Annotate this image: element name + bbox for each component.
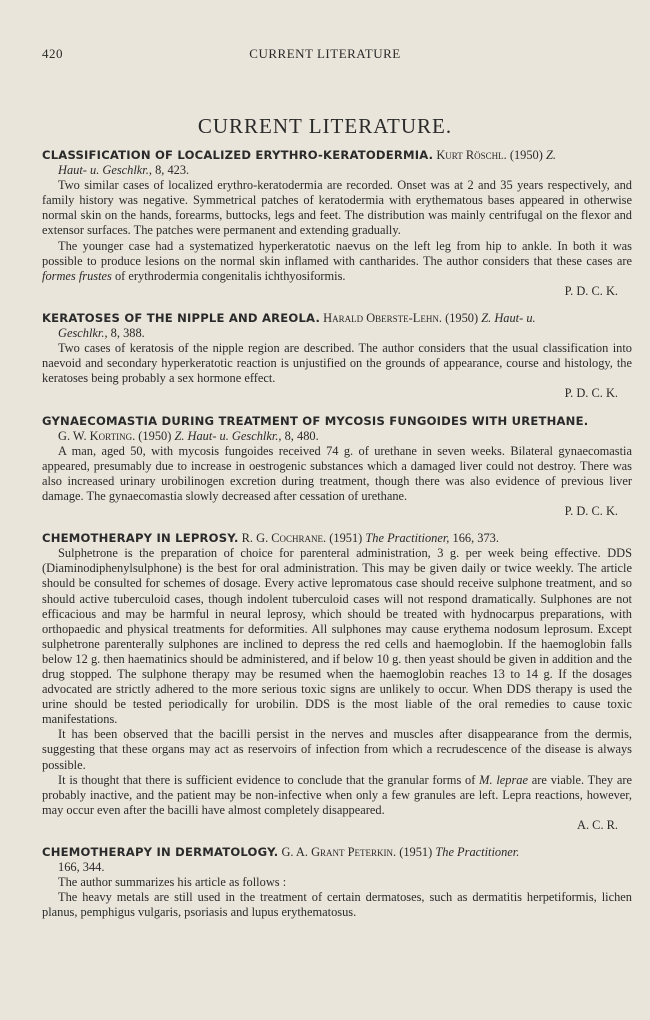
- article-year: (1950): [509, 148, 543, 162]
- article-paragraph: It has been observed that the bacilli persist in the nerves and muscles after disappearance from the dermis, suggesting that these organs may act as reservoirs of infection from which a recrudescence of the disease is always possible.: [42, 727, 632, 772]
- article-heading: [42, 845, 632, 875]
- article-journal: The Practitioner.: [435, 845, 520, 860]
- article-heading: [42, 311, 632, 341]
- page-number: 420: [42, 46, 63, 61]
- article-journal: The Practitioner,: [365, 531, 450, 546]
- article-year: (1951): [399, 845, 433, 860]
- article-title: CHEMOTHERAPY IN LEPROSY.: [42, 531, 239, 546]
- article-heading: [42, 414, 632, 444]
- article-citation: 8, 480.: [284, 428, 319, 443]
- article-paragraph: Two cases of keratosis of the nipple region are described. The author considers that the usual classification into naevoid and secondary hyperkeratotic reaction is unjustified on the grounds of appearance, course and histology, the keratoses being probably a sex hormone effect.: [42, 341, 632, 386]
- article-year: (1950): [445, 310, 479, 325]
- article-heading: [42, 148, 632, 178]
- article-paragraph: Sulphetrone is the preparation of choice for parenteral administration, 3 g. per week being effective. DDS (Diaminodiphenylsulphone) is the best for oral administration. This may be given daily or twice weekly. The article should be consulted for schemes of dosage. Every active lepromatous case should receive sulphone treatment, and so should active tuberculoid cases, though indolent tuberculoid cases will not respond dramatically. Sulphones are not efficacious and may be harmful in neural leprosy, which should be treated with hydnocarpus preparations, with orthopaedic and physical treatments for deformities. All sulphones may cause erythema nodosum leprosum. Except sulphetrone parenterally sulphones are inclined to depress the red cells and haemoglobin. If the haemoglobin falls below 12 g. then haematinics should be administered, and if below 10 g. then yeast should be given in addition and the drug stopped. The sulphone therapy may be resumed when the haemoglobin reaches 13 to 14 g. If the dosages advocated are strictly adhered to the more serious toxic signs are unlikely to occur. When DDS therapy is used the urine should be tested periodically for urobilin. DDS is the most liable of the oral remedies to cause toxic manifestations.: [42, 546, 632, 727]
- article-author: Harald Oberste-Lehn.: [323, 310, 442, 325]
- article-paragraph: The younger case had a systematized hyperkeratotic naevus on the left leg from hip to ankle. In both it was possible to produce lesions on the normal skin inflamed with cantharides. The author considers that these cases are formes frustes of erythrodermia congenitalis ichthyosiformis.: [42, 238, 632, 283]
- article-journal: Z. Haut- u.: [481, 310, 536, 325]
- article-citation: 8, 388.: [110, 326, 145, 341]
- running-head: [42, 46, 608, 66]
- article-signature: P. D. C. K.: [564, 283, 618, 298]
- article-author: R. G. Cochrane.: [241, 531, 327, 546]
- article-paragraph: The author summarizes his article as follows :: [58, 875, 287, 890]
- article-paragraph: It is thought that there is sufficient evidence to conclude that the granular forms of M. leprae are viable. They are probably inactive, and the patient may be non-infective when only a few granules are left. Lepra reactions, however, may occur even after the bacilli have almost completely disappeared.: [42, 772, 632, 817]
- article-signature: A. C. R.: [577, 817, 618, 832]
- article-paragraph: The heavy metals are still used in the treatment of certain dermatoses, such as dermatitis herpetiformis, lichen planus, pemphigus vulgaris, psoriasis and lupus erythematosus.: [42, 890, 632, 920]
- article-author: G. W. Korting.: [58, 428, 136, 443]
- article: [42, 311, 632, 402]
- article-signature: P. D. C. K.: [564, 504, 618, 519]
- article-journal: Z.: [545, 148, 556, 162]
- article-citation: 8, 423.: [155, 163, 190, 178]
- article-title: KERATOSES OF THE NIPPLE AND AREOLA.: [42, 310, 321, 325]
- article-title: CHEMOTHERAPY IN DERMATOLOGY.: [42, 845, 279, 860]
- article-year: (1951): [329, 531, 363, 546]
- article-author: G. A. Grant Peterkin.: [281, 845, 397, 860]
- article-title: GYNAECOMASTIA DURING TREATMENT OF MYCOSIS FUNGOIDES WITH URETHANE.: [42, 413, 589, 428]
- article-paragraph: Two similar cases of localized erythro-keratodermia are recorded. Onset was at 2 and 35 years respectively, and family history was negative. Symmetrical patches of keratodermia with erythematous bases appeared in otherwise normal skin on the hands, forearms, buttocks, legs and feet. The distribution was mainly centrifugal on the flexor and extensor surfaces. The patches were permanent and extending gradually.: [42, 178, 632, 238]
- article-list: [42, 148, 632, 933]
- article-title: CLASSIFICATION OF LOCALIZED ERYTHRO-KERATODERMIA.: [42, 148, 434, 162]
- article-heading: [42, 531, 632, 546]
- article-journal-cont: Haut- u. Geschlkr.,: [58, 163, 152, 178]
- running-head-title: CURRENT LITERATURE: [249, 46, 401, 61]
- article: [42, 531, 632, 833]
- article: [42, 845, 632, 920]
- article-signature: P. D. C. K.: [564, 386, 618, 401]
- article-citation: 166, 373.: [452, 531, 499, 546]
- article-paragraph: A man, aged 50, with mycosis fungoides received 74 g. of urethane in seven weeks. Bilateral gynaecomastia appeared, presumably due to increase in oestrogenic substances which a damaged liver could not destroy. There was also increased urinary urobilinogen excretion during treatment, though there was also evidence of previous liver damage. The gynaecomastia slowly decreased after cessation of urethane.: [42, 443, 632, 503]
- article: [42, 148, 632, 299]
- article-journal: Z. Haut- u. Geschlkr.,: [174, 428, 282, 443]
- section-title: CURRENT LITERATURE.: [197, 114, 453, 138]
- article-year: (1950): [138, 428, 172, 443]
- article: [42, 414, 632, 520]
- article-author: Kurt Röschl.: [436, 148, 507, 162]
- article-citation: 166, 344.: [58, 860, 105, 875]
- article-journal-cont: Geschlkr.,: [58, 326, 108, 341]
